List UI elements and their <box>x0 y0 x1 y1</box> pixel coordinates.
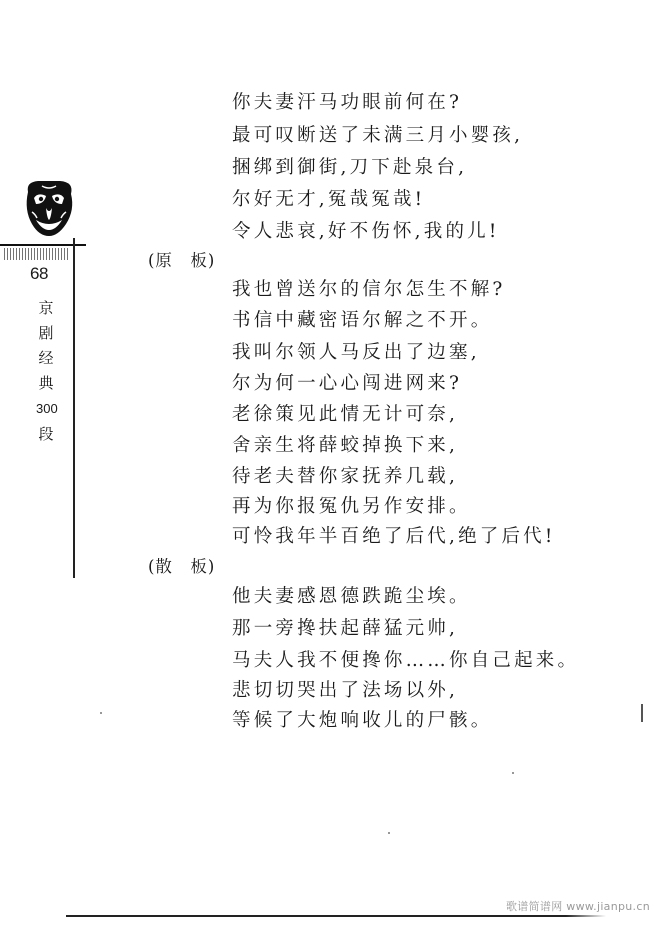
book-title-char: 典 <box>38 374 54 392</box>
margin-rule-hatching <box>4 248 70 260</box>
book-title-char: 剧 <box>38 324 54 342</box>
lyric-line: 老徐策见此情无计可奈, <box>232 404 459 425</box>
lyric-line: 尔好无才,冤哉冤哉! <box>232 189 426 210</box>
book-title-vertical <box>36 296 56 447</box>
tempo-marking: (原 板) <box>148 251 216 270</box>
lyric-line: 他夫妻感恩德跌跪尘埃。 <box>232 586 471 607</box>
lyric-line: 我叫尔领人马反出了边塞, <box>232 342 480 363</box>
scan-speck <box>100 712 102 714</box>
bottom-rule <box>66 915 566 917</box>
lyric-line: 捆绑到御街,刀下赴泉台, <box>232 157 468 178</box>
page-number: 68 <box>30 264 48 283</box>
scan-speck <box>512 772 514 774</box>
lyric-line: 你夫妻汗马功眼前何在? <box>232 92 463 113</box>
lyric-line: 那一旁搀扶起薛猛元帅, <box>232 618 459 639</box>
lyric-line: 书信中藏密语尔解之不开。 <box>232 310 493 331</box>
lyric-line: 尔为何一心心闯进网来? <box>232 373 463 394</box>
lyric-line: 待老夫替你家抚养几载, <box>232 466 459 487</box>
lyric-line: 再为你报冤仇另作安排。 <box>232 496 471 517</box>
opera-mask-icon <box>22 178 76 238</box>
scan-speck <box>388 832 390 834</box>
book-title-number: 300 <box>36 401 58 416</box>
margin-rule-vertical <box>73 238 75 578</box>
lyric-line: 令人悲哀,好不伤怀,我的儿! <box>232 221 500 242</box>
page-edge-mark <box>641 704 643 722</box>
site-watermark: 歌谱简谱网 www.jianpu.cn <box>506 900 650 913</box>
lyric-line: 等候了大炮响收儿的尸骸。 <box>232 710 493 731</box>
lyric-line: 最可叹断送了未满三月小婴孩, <box>232 125 524 146</box>
lyric-line: 悲切切哭出了法场以外, <box>232 680 459 701</box>
lyric-line: 可怜我年半百绝了后代,绝了后代! <box>232 526 556 547</box>
lyric-line: 马夫人我不便搀你……你自己起来。 <box>232 650 580 671</box>
lyric-line: 我也曾送尔的信尔怎生不解? <box>232 279 506 300</box>
lyric-line: 舍亲生将薛蛟掉换下来, <box>232 435 459 456</box>
book-title-char: 段 <box>38 425 54 443</box>
tempo-marking: (散 板) <box>148 557 216 576</box>
book-title-char: 经 <box>38 349 54 367</box>
book-title-char: 京 <box>38 299 54 317</box>
bottom-rule-fade <box>566 915 606 917</box>
